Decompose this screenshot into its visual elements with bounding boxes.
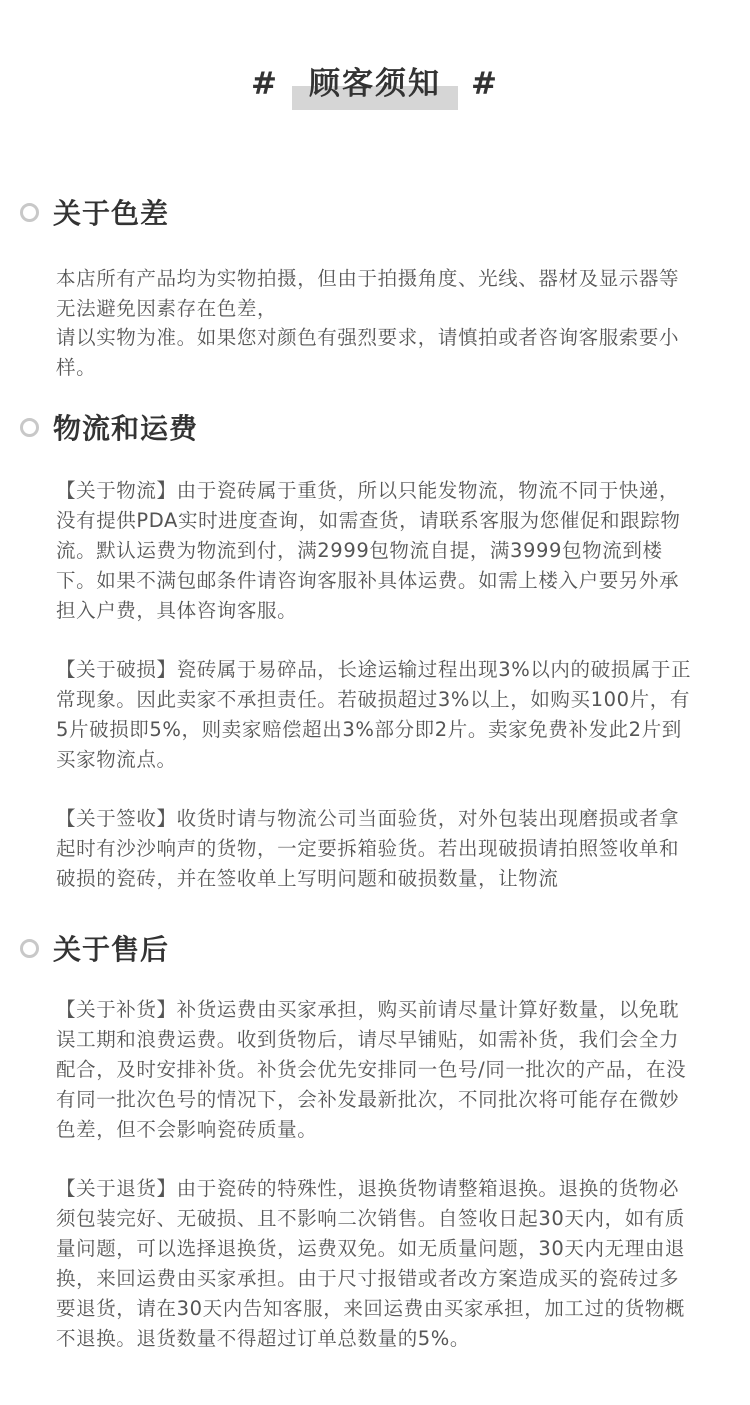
circle-bullet-icon	[20, 418, 39, 437]
paragraph: 【关于物流】由于瓷砖属于重货，所以只能发物流，物流不同于快递，没有提供PDA实时进度查询，如需查货，请联系客服为您催促和跟踪物流。默认运费为物流到付，满2999包物流自提，满3999包物流到楼下。如果不满包邮条件请咨询客服补具体运费。如需上楼入户要另外承担入户费，具体咨询客服。	[56, 479, 681, 622]
paragraph: 【关于破损】瓷砖属于易碎品，长途运输过程出现3%以内的破损属于正常现象。因此卖家不承担责任。若破损超过3%以上，如购买100片，有5片破损即5%，则卖家赔偿超出3%部分即2片。卖家免费补发此2片到买家物流点。	[56, 658, 692, 771]
paragraph: 请以实物为准。如果您对颜色有强烈要求，请慎拍或者咨询客服索要小样。	[56, 326, 680, 379]
page-title-text: 顾客须知	[309, 66, 441, 102]
page-title	[0, 62, 750, 106]
hash-left: #	[251, 66, 279, 102]
section-title: 物流和运费	[53, 412, 199, 445]
section-after-sales	[20, 928, 169, 968]
section-color-difference	[20, 192, 169, 232]
section-title: 关于色差	[53, 197, 170, 230]
section-title: 关于售后	[53, 933, 170, 966]
circle-bullet-icon	[20, 939, 39, 958]
section-logistics	[20, 407, 198, 447]
paragraph: 【关于签收】收货时请与物流公司当面验货，对外包装出现磨损或者拿起时有沙沙响声的货物，一定要拆箱验货。若出现破损请拍照签收单和破损的瓷砖，并在签收单上写明问题和破损数量，让物流	[56, 807, 680, 890]
circle-bullet-icon	[20, 203, 39, 222]
paragraph: 本店所有产品均为实物拍摄，但由于拍摄角度、光线、器材及显示器等无法避免因素存在色差，	[56, 267, 680, 320]
hash-right: #	[471, 66, 499, 102]
paragraph: 【关于退货】由于瓷砖的特殊性，退换货物请整箱退换。退换的货物必须包装完好、无破损、且不影响二次销售。自签收日起30天内，如有质量问题，可以选择退换货，运费双免。如无质量问题，30天内无理由退换，来回运费由买家承担。由于尺寸报错或者改方案造成买的瓷砖过多要退货，请在30天内告知客服，来回运费由买家承担，加工过的货物概不退换。退货数量不得超过订单总数量的5%。	[56, 1177, 686, 1350]
paragraph: 【关于补货】补货运费由买家承担，购买前请尽量计算好数量，以免耽误工期和浪费运费。收到货物后，请尽早铺贴，如需补货，我们会全力配合，及时安排补货。补货会优先安排同一色号/同一批次的产品，在没有同一批次色号的情况下，会补发最新批次，不同批次将可能存在微妙色差，但不会影响瓷砖质量。	[56, 998, 687, 1141]
notice-header	[0, 62, 750, 112]
